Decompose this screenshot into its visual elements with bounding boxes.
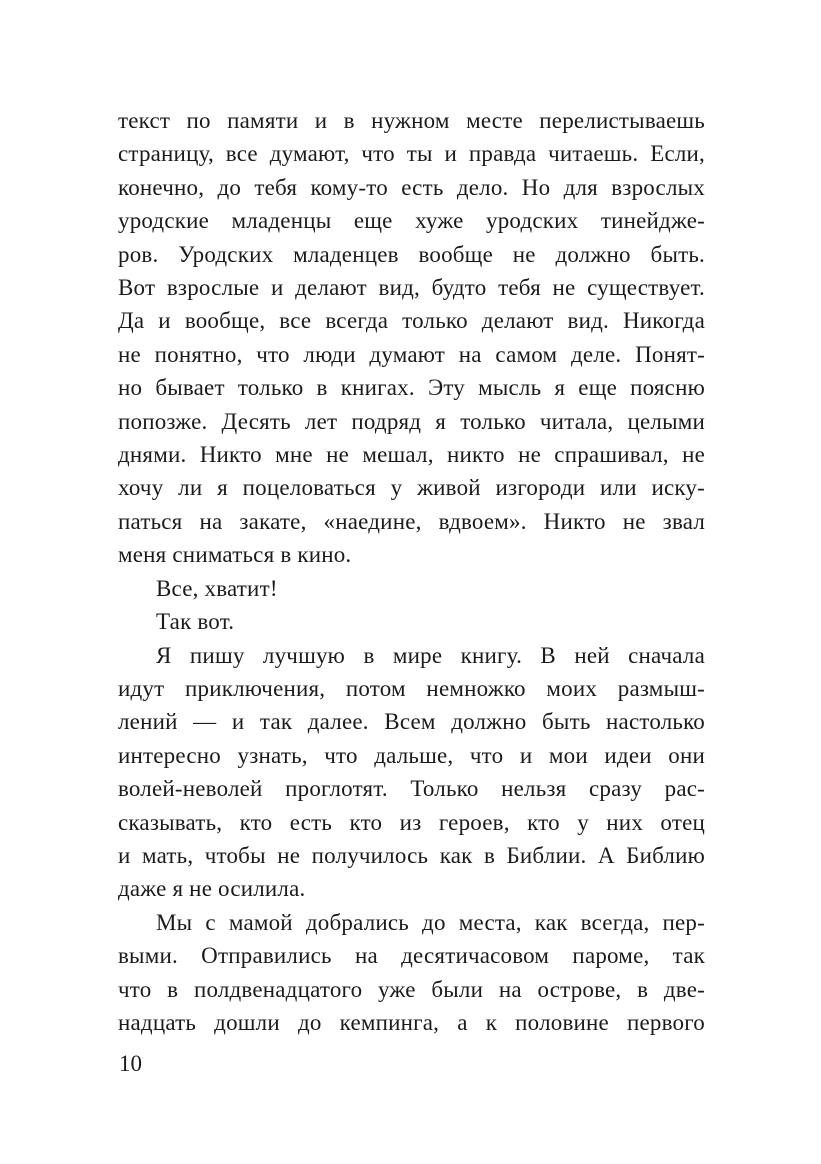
paragraph (118, 906, 705, 1040)
text-line: ров. Уродских младенцев вообще не должно быть. (118, 241, 705, 267)
text-line: Все, хватит! (156, 575, 278, 601)
text-line: паться на закате, «наедине, вдвоем». Никто не звал (118, 508, 705, 534)
text-line: уродские младенцы еще хуже уродских тинейдже- (118, 208, 705, 234)
text-line: Так вот. (156, 609, 235, 635)
text-line: текст по памяти и в нужном месте перелистываешь (118, 108, 705, 133)
text-line: Я пишу лучшую в мире книгу. В ней сначала (156, 642, 705, 668)
text-line: идут приключения, потом немножко моих размыш- (118, 675, 705, 701)
text-line: надцать дошли до кемпинга, а к половине первого (118, 1009, 705, 1035)
paragraph (118, 572, 705, 605)
text-line: сказывать, кто есть кто из героев, кто у них отец (118, 809, 705, 835)
text-line: и мать, чтобы не получилось как в Библии. А Библию (118, 842, 705, 868)
text-line: что в полдвенадцатого уже были на острове, в две- (118, 976, 705, 1002)
page-text-block (118, 104, 705, 1039)
text-line: не понятно, что люди думают на самом деле. Понят- (118, 341, 705, 367)
text-line: но бывает только в книгах. Эту мысль я еще поясню (118, 375, 705, 401)
text-line: выми. Отправились на десятичасовом пароме, так (118, 943, 705, 969)
text-line: конечно, до тебя кому-то есть дело. Но для взрослых (118, 174, 705, 200)
text-line: лений — и так далее. Всем должно быть настолько (118, 709, 705, 735)
paragraph (118, 104, 705, 572)
text-line: интересно узнать, что дальше, что и мои идеи они (118, 742, 705, 768)
text-line: хочу ли я поцеловаться у живой изгороди или иску- (118, 475, 705, 501)
paragraph (118, 639, 705, 906)
page-number: 10 (119, 1051, 142, 1076)
text-line: попозже. Десять лет подряд я только читала, целыми (118, 408, 705, 434)
text-line: Вот взрослые и делают вид, будто тебя не существует. (118, 275, 705, 301)
text-line: волей-неволей проглотят. Только нельзя сразу рас- (118, 776, 705, 802)
text-line: днями. Никто мне не мешал, никто не спрашивал, не (118, 442, 705, 468)
text-line: Да и вообще, все всегда только делают вид. Никогда (118, 308, 705, 334)
text-line: даже я не осилила. (118, 876, 306, 902)
paragraph (118, 605, 705, 638)
text-line: Мы с мамой добрались до места, как всегда, пер- (156, 909, 705, 935)
text-line: меня сниматься в кино. (118, 542, 352, 568)
text-line: страницу, все думают, что ты и правда читаешь. Если, (118, 141, 705, 167)
